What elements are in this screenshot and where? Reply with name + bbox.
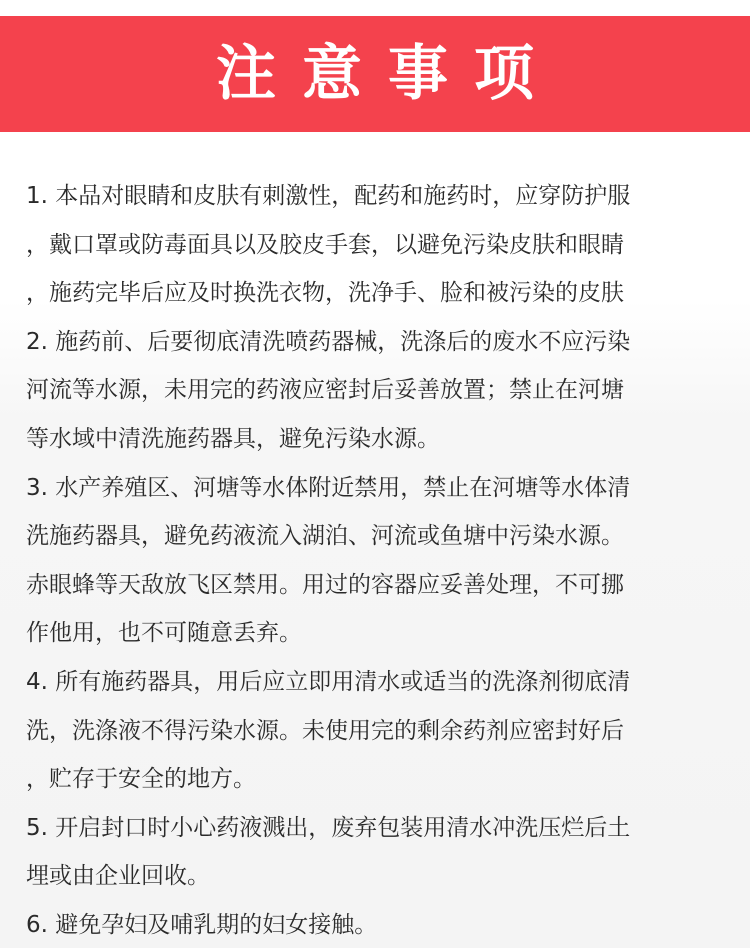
- precaution-line: 赤眼蜂等天敌放飞区禁用。用过的容器应妥善处理，不可挪: [26, 571, 624, 598]
- precaution-line: 洗施药器具，避免药液流入湖泊、河流或鱼塘中污染水源。: [26, 523, 624, 550]
- precaution-line: 2. 施药前、后要彻底清洗喷药器械，洗涤后的废水不应污染: [26, 328, 631, 355]
- precaution-line: 5. 开启封口时小心药液溅出，废弃包装用清水冲洗压烂后土: [26, 814, 631, 841]
- title-banner: [0, 16, 750, 132]
- precaution-line: 洗，洗涤液不得污染水源。未使用完的剩余药剂应密封好后: [26, 717, 624, 744]
- precaution-line: 4. 所有施药器具，用后应立即用清水或适当的洗涤剂彻底清: [26, 668, 631, 695]
- precautions-list: [26, 172, 730, 950]
- precaution-line: 埋或由企业回收。: [26, 863, 210, 890]
- precaution-line: ，贮存于安全的地方。: [26, 766, 256, 793]
- precaution-line: 6. 避免孕妇及哺乳期的妇女接触。: [26, 911, 378, 938]
- precaution-line: 作他用，也不可随意丢弃。: [26, 620, 302, 647]
- precaution-line: ，戴口罩或防毒面具以及胶皮手套，以避免污染皮肤和眼睛: [26, 231, 624, 258]
- precaution-line: 河流等水源，未用完的药液应密封后妥善放置；禁止在河塘: [26, 377, 624, 404]
- precaution-line: 等水域中清洗施药器具，避免污染水源。: [26, 425, 440, 452]
- page-title: 注意事项: [216, 39, 560, 109]
- precaution-line: ，施药完毕后应及时换洗衣物，洗净手、脸和被污染的皮肤: [26, 280, 624, 307]
- precaution-line: 3. 水产养殖区、河塘等水体附近禁用，禁止在河塘等水体清: [26, 474, 631, 501]
- precaution-line: 1. 本品对眼睛和皮肤有刺激性，配药和施药时，应穿防护服: [26, 183, 631, 209]
